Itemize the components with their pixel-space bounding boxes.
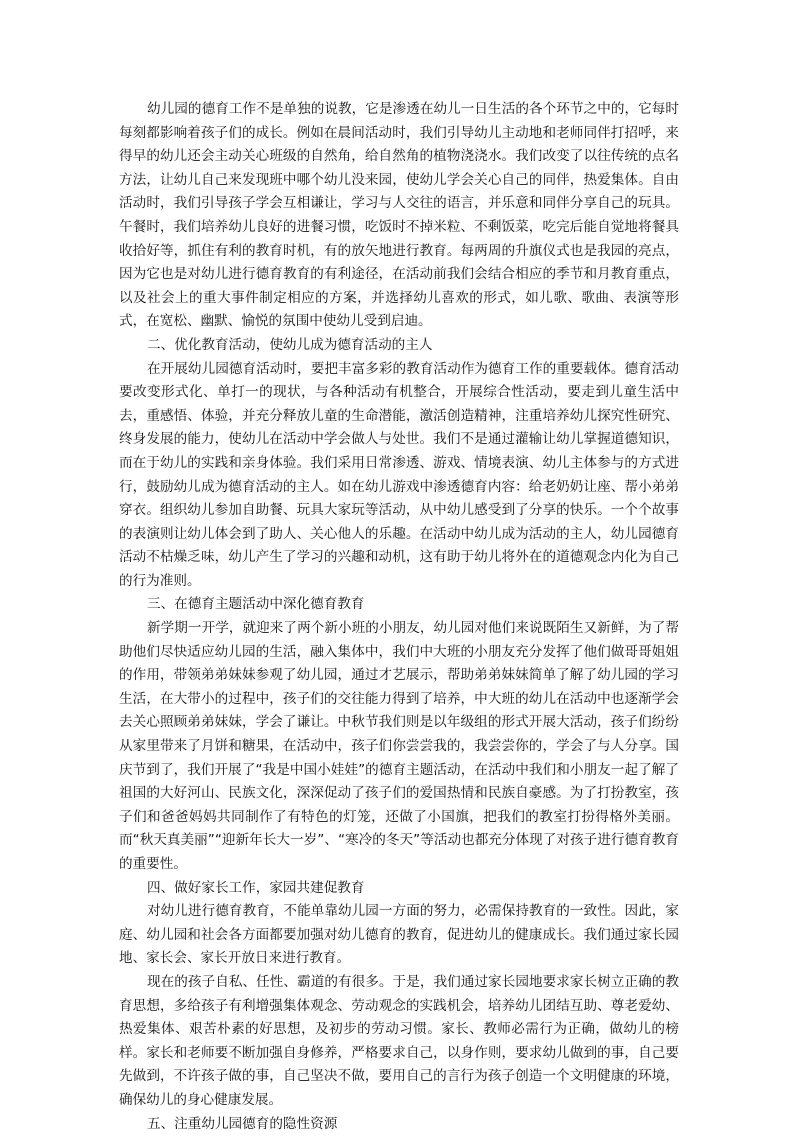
- paragraph-theme-activities: 新学期一开学，就迎来了两个新小班的小朋友，幼儿园对他们来说既陌生又新鲜，为了帮助他们尽快适应幼儿园的生活，融入集体中，我们中大班的小朋友充分发挥了他们做哥哥姐姐的作用，带领弟弟妹妹参观了幼儿园，通过才艺展示，帮助弟弟妹妹简单了解了幼儿园的学习生活，在大带小的过程中，孩子们的交往能力得到了培养，中大班的幼儿在活动中也逐渐学会去关心照顾弟弟妹妹，学会了谦让。中秋节我们则是以年级组的形式开展大活动，孩子们纷纷从家里带来了月饼和糖果，在活动中，孩子们你尝尝我的，我尝尝你的，学会了与人分享。国庆节到了，我们开展了“我是中国小娃娃”的德育主题活动，在活动中我们和小朋友一起了解了祖国的大好河山、民族文化，深深促动了孩子们的爱国热情和民族自豪感。为了打扮教室，孩子们和爸爸妈妈共同制作了有特色的灯笼，还做了小国旗，把我们的教室打扮得格外美丽。而“秋天真美丽”“迎新年长大一岁”、“寒冷的冬天”等活动也都充分体现了对孩子进行德育教育的重要性。: [119, 620, 679, 872]
- paragraph-moral-education-daily-life: 幼儿园的德育工作不是单独的说教，它是渗透在幼儿一日生活的各个环节之中的，它每时每刻都影响着孩子们的成长。例如在晨间活动时，我们引导幼儿主动地和老师同伴打招呼，来得早的幼儿还会主动关心班级的自然角，给自然角的植物浇浇水。我们改变了以往传统的点名方法，让幼儿自己来发现班中哪个幼儿没来园，使幼儿学会关心自己的同伴，热爱集体。自由活动时，我们引导孩子学会互相谦让，学习与人交往的语言，并乐意和同伴分享自己的玩具。午餐时，我们培养幼儿良好的进餐习惯，吃饭时不掉米粒、不剩饭菜，吃完后能自觉地将餐具收拾好等，抓住有利的教育时机，有的放矢地进行教育。每两周的升旗仪式也是我园的亮点，因为它也是对幼儿进行德育教育的有利途径，在活动前我们会结合相应的季节和月教育重点，以及社会上的重大事件制定相应的方案，并选择幼儿喜欢的形式，如儿歌、歌曲、表演等形式，在宽松、幽默、愉悦的氛围中使幼儿受到启迪。: [119, 101, 679, 330]
- section-heading-4: 四、做好家长工作，家园共建促教育: [147, 879, 365, 896]
- section-heading-2: 二、优化教育活动，使幼儿成为德育活动的主人: [147, 336, 433, 353]
- section-heading-3: 三、在德育主题活动中深化德育教育: [147, 596, 365, 613]
- paragraph-parent-work: 对幼儿进行德育教育，不能单靠幼儿园一方面的努力，必需保持教育的一致性。因此，家庭、幼儿园和社会各方面都要加强对幼儿德育的教育，促进幼儿的健康成长。我们通过家长园地、家长会、家长开放日来进行教育。: [119, 903, 679, 967]
- document-body: [119, 98, 679, 1136]
- paragraph-optimize-activities: 在开展幼儿园德育活动时，要把丰富多彩的教育活动作为德育工作的重要载体。德育活动要改变形式化、单打一的现状，与各种活动有机整合，开展综合性活动，要走到儿童生活中去，重感悟、体验，并充分释放儿童的生命潜能，激活创造精神，注重培养幼儿探究性研究、终身发展的能力，使幼儿在活动中学会做人与处世。我们不是通过灌输让幼儿掌握道德知识，而在于幼儿的实践和亲身体验。我们采用日常渗透、游戏、情境表演、幼儿主体参与的方式进行，鼓励幼儿成为德育活动的主人。如在幼儿游戏中渗透德育内容：给老奶奶让座、帮小弟弟穿衣。组织幼儿参加自助餐、玩具大家玩等活动，从中幼儿感受到了分享的快乐。一个个故事的表演则让幼儿体会到了助人、关心他人的乐趣。在活动中幼儿成为活动的主人，幼儿园德育活动不枯燥乏味，幼儿产生了学习的兴趣和动机，这有助于幼儿将外在的道德观念内化为自己的行为准则。: [119, 360, 679, 589]
- paragraph-parent-guidance: 现在的孩子自私、任性、霸道的有很多。于是，我们通过家长园地要求家长树立正确的教育思想，多给孩子有利增强集体观念、劳动观念的实践机会，培养幼儿团结互助、尊老爱幼、热爱集体、艰苦朴素的好思想，及初步的劳动习惯。家长、教师必需行为正确，做幼儿的榜样。家长和老师要不断加强自身修养，严格要求自己，以身作则，要求幼儿做到的事，自己要先做到，不许孩子做的事，自己坚决不做，要用自己的言行为孩子创造一个文明健康的环境，确保幼儿的身心健康发展。: [119, 973, 679, 1108]
- section-heading-5: 五、注重幼儿园德育的隐性资源: [147, 1115, 338, 1132]
